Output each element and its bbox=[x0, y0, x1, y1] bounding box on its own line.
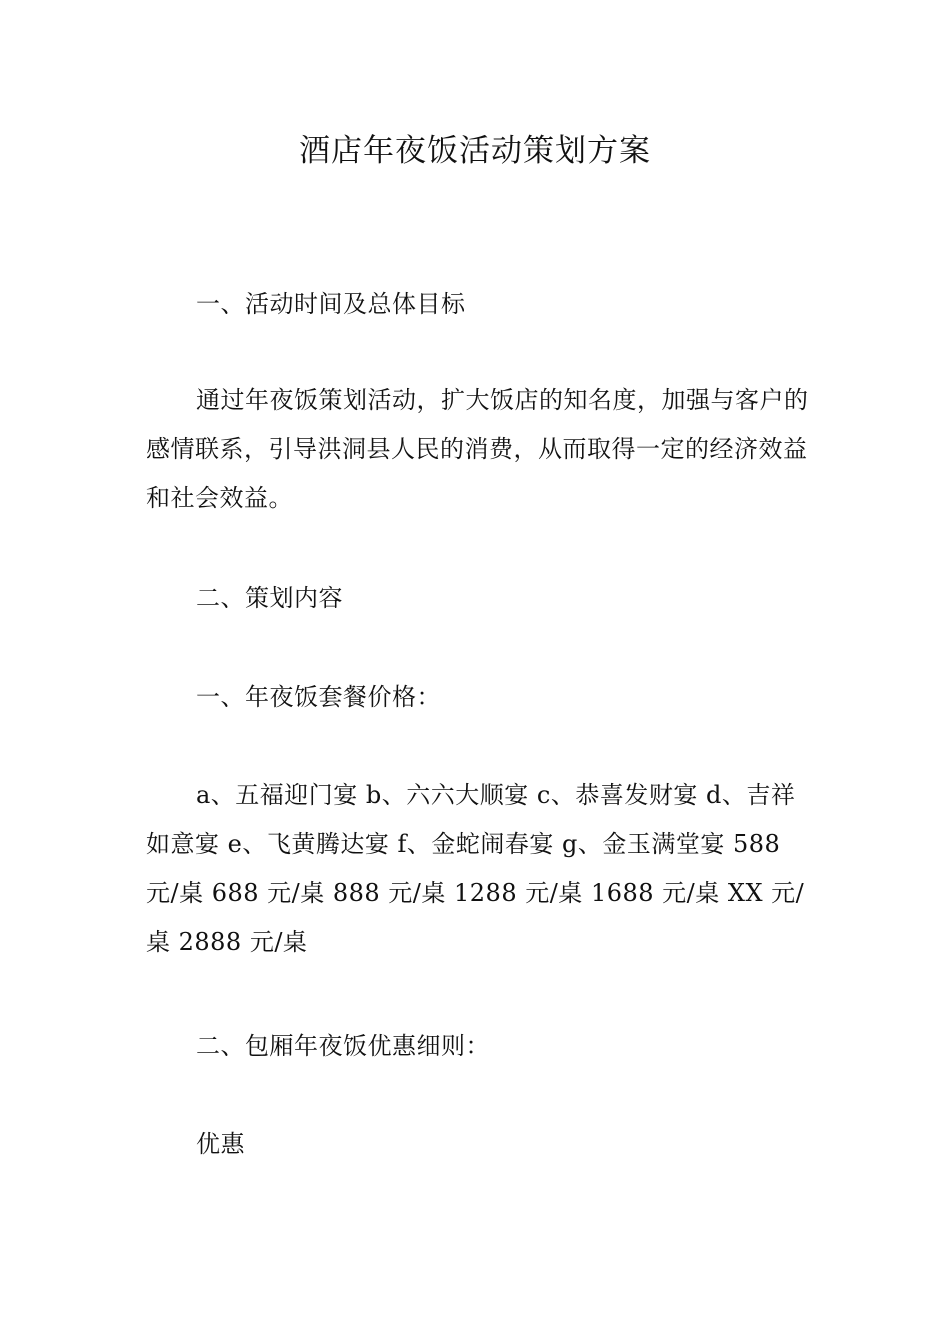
subsection-body-prices: a、五福迎门宴 b、六六大顺宴 c、恭喜发财宴 d、吉祥如意宴 e、飞黄腾达宴 f、金蛇闹春宴 g、金玉满堂宴 588 元/桌 688 元/桌 888 元/桌 1288 元/桌 1688 元/桌 XX 元/桌 2888 元/桌 bbox=[146, 781, 805, 956]
subsection-heading-discounts: 二、包厢年夜饭优惠细则： bbox=[196, 1032, 490, 1060]
document-title: 酒店年夜饭活动策划方案 bbox=[299, 133, 651, 169]
section-body-goals: 通过年夜饭策划活动，扩大饭店的知名度，加强与客户的感情联系，引导洪洞县人民的消费，从而取得一定的经济效益和社会效益。 bbox=[146, 386, 809, 512]
subsection-body-discounts: 优惠 bbox=[196, 1130, 245, 1158]
section-heading-plan: 二、策划内容 bbox=[196, 584, 343, 612]
subsection-heading-prices: 一、年夜饭套餐价格： bbox=[196, 683, 441, 711]
section-heading-goals: 一、活动时间及总体目标 bbox=[196, 290, 466, 318]
